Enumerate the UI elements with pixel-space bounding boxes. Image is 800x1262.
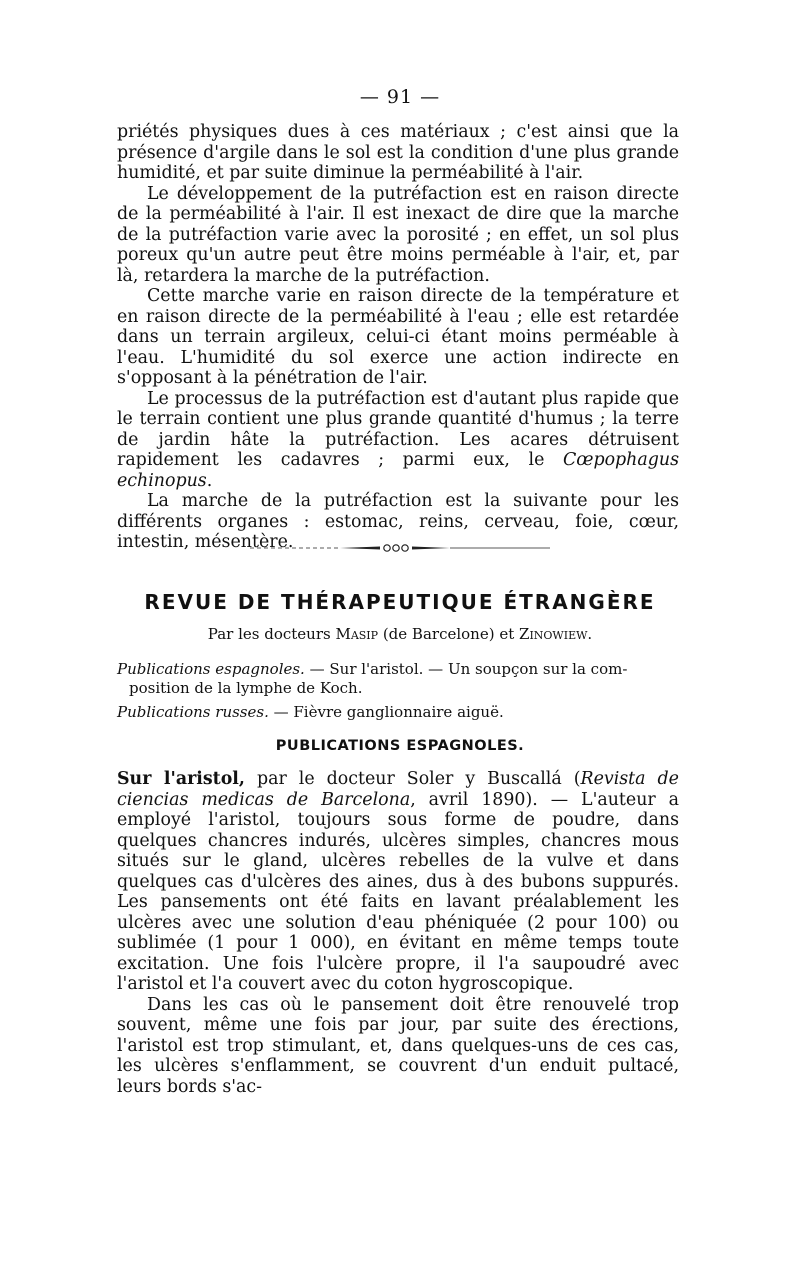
summary-continuation: position de la lymphe de Koch.	[129, 678, 363, 697]
paragraph: La marche de la putréfaction est la suivante pour les différents organes : estomac, reins, cerveau, foie, cœur, intestin, mésentère.	[117, 491, 679, 552]
paragraph	[117, 769, 679, 995]
section-title: REVUE DE THÉRAPEUTIQUE ÉTRANGÈRE	[144, 590, 656, 614]
paragraph-text: .	[206, 470, 213, 491]
summary-entry	[117, 660, 679, 697]
author-name: Masip	[335, 625, 379, 643]
paragraph: priétés physiques dues à ces matériaux ; c'est ainsi que la présence d'argile dans le sol est la condition d'une plus grande humidité, et par suite diminue la perméabilité à l'air.	[117, 122, 679, 183]
paragraph-text: Le processus de la putréfaction est d'autant plus rapide que le terrain contient une plus grande quantité d'humus ; la terre de jardin hâte la putréfaction. Les acares détruisent rapidement les cadavres ; parmi eux, le	[117, 388, 679, 470]
byline	[0, 625, 800, 643]
summary-text: — Fièvre ganglionnaire aiguë.	[268, 703, 504, 721]
article-text	[117, 769, 679, 1097]
journal-title: Revista de ciencias medicas de Barcelona	[117, 769, 679, 810]
byline-end: .	[587, 625, 593, 643]
paragraph: Cette marche varie en raison directe de la température et en raison directe de la perméabilité à l'eau ; elle est retardée dans un terrain argileux, celui-ci étant moins perméable à l'eau. L'humidité du sol exerce une action indirecte en s'opposant à la pénétration de l'air.	[117, 286, 679, 388]
summary-label: Publications russes.	[117, 703, 269, 721]
paragraph-text: , avril 1890). — L'auteur a employé l'aristol, toujours sous forme de poudre, dans quelques chancres indurés, ulcères simples, chancres mous situés sur le gland, ulcères rebelles de la vulve et dans quelques cas d'ulcères des aines, dus à des bubons suppurés. Les pansements ont été faits en lavant préalablement les ulcères avec une solution d'eau phéniquée (2 pour 100) ou sublimée (1 pour 1 000), en évitant en même temps toute excitation. Une fois l'ulcère propre, il l'a saupoudré avec l'aristol et l'a couvert avec du coton hygroscopique.	[117, 789, 680, 994]
paragraph: Le développement de la putréfaction est en raison directe de la perméabilité à l'air. Il est inexact de dire que la marche de la putréfaction varie avec la porosité ; en effet, un sol plus poreux qu'un autre peut être moins perméable à l'air, et, par là, retardera la marche de la putréfaction.	[117, 183, 679, 286]
species-name: Cœpophagus echinopus	[117, 450, 679, 491]
paragraph-text: par le docteur Soler y Buscallá (	[244, 769, 581, 789]
byline-prefix: Par les docteurs	[207, 625, 336, 643]
author-note: (de Barcelone) et	[378, 625, 520, 643]
summary-text: — Sur l'aristol. — Un soupçon sur la com-	[304, 660, 628, 678]
paragraph: Dans les cas où le pansement doit être renouvelé trop souvent, même une fois par jour, par suite des érections, l'aristol est trop stimulant, et, dans quelques-uns de ces cas, les ulcères s'enflamment, se couvrent d'un enduit pultacé, leurs bords s'ac-	[117, 994, 679, 1097]
page-number: — 91 —	[359, 86, 441, 108]
paragraph	[117, 389, 679, 492]
intro-text	[117, 122, 679, 553]
subsection-heading: PUBLICATIONS ESPAGNOLES.	[275, 738, 525, 754]
summary-label: Publications espagnoles.	[117, 660, 305, 678]
author-name: Zinowiew	[519, 625, 588, 643]
section-divider-ornament	[250, 543, 550, 553]
section-summary	[117, 660, 679, 728]
article-runin-title: Sur l'aristol,	[117, 769, 245, 789]
summary-entry	[117, 703, 679, 722]
